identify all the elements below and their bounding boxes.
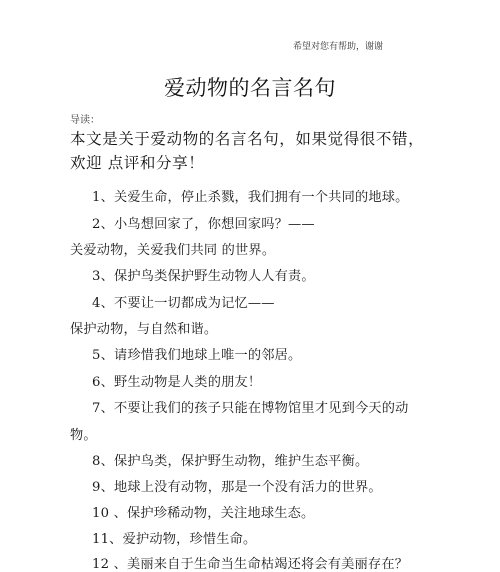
quote-line: 关爱动物，关爱我们共同 的世界。 xyxy=(70,243,276,258)
quote-line: 3、保护鸟类保护野生动物人人有责。 xyxy=(92,269,315,284)
quote-line: 9、地球上没有动物，那是一个没有活力的世界。 xyxy=(92,480,382,495)
intro-label: 导读： xyxy=(70,115,100,126)
quote-line: 物。 xyxy=(70,428,97,443)
intro-text: 本文是关于爱动物的名言名句，如果觉得很不错，欢迎 点评和分享！ xyxy=(70,130,425,172)
header-note: 希望对您有帮助，谢谢 xyxy=(293,42,384,52)
quote-line: 8、保护鸟类，保护野生动物，维护生态平衡。 xyxy=(92,454,369,469)
quote-line: 5、请珍惜我们地球上唯一的邻居。 xyxy=(92,348,302,363)
quote-line: 4、不要让一切都成为记忆—— xyxy=(92,296,275,311)
quote-line: 12 、美丽来自于生命当生命枯竭还将会有美丽存在？ xyxy=(92,557,409,572)
quote-line: 6、野生动物是人类的朋友！ xyxy=(92,375,262,390)
quote-line: 11、爱护动物，珍惜生命。 xyxy=(92,532,257,547)
quote-line: 10 、保护珍稀动物，关注地球生态。 xyxy=(92,506,315,521)
quote-line: 保护动物，与自然和谐。 xyxy=(70,322,218,337)
quote-line: 1、关爱生命，停止杀戮，我们拥有一个共同的地球。 xyxy=(92,190,409,205)
quote-line: 7、不要让我们的孩子只能在博物馆里才见到今天的动 xyxy=(92,401,409,416)
quote-line: 2、小鸟想回家了，你想回家吗？—— xyxy=(92,217,315,232)
page-title: 爱动物的名言名句 xyxy=(164,76,336,100)
